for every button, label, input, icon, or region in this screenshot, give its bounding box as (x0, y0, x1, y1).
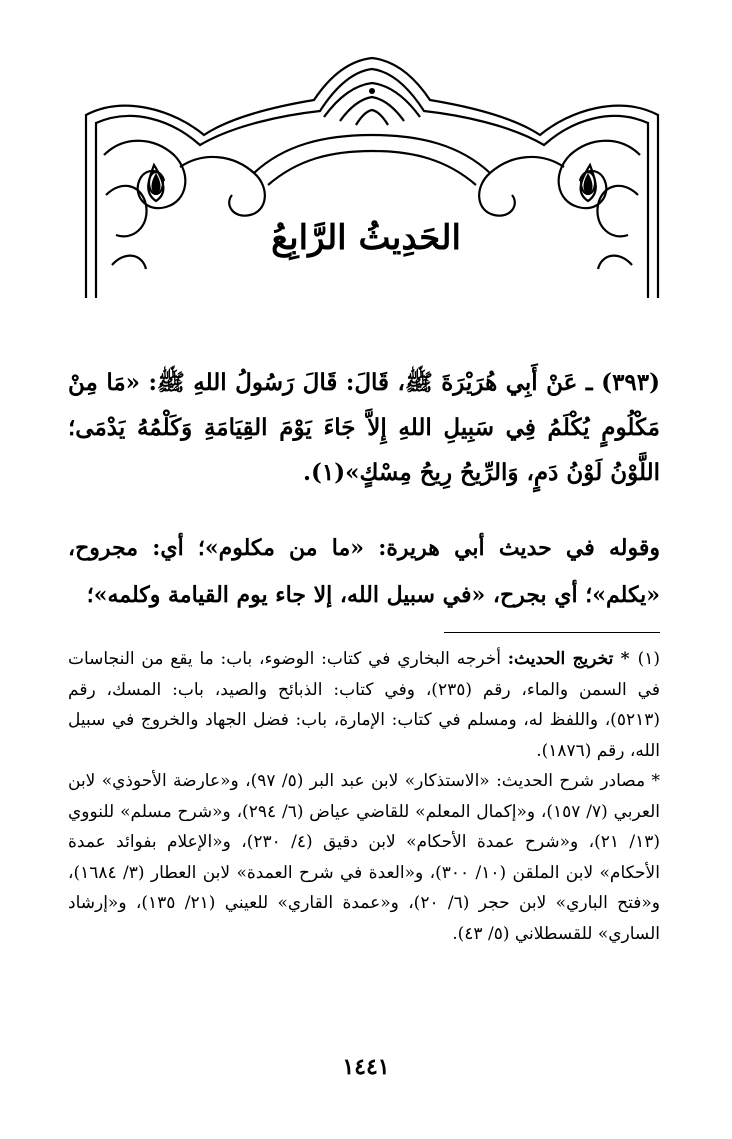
hadith-block (68, 360, 660, 495)
hadith-body: ـ عَنْ أَبِي هُرَيْرَةَ ﷺ، قَالَ: قَالَ رَسُولُ اللهِ ﷺ: «مَا مِنْ مَكْلُومٍ يُكْلَمُ فِي سَبِيلِ اللهِ إِلاَّ جَاءَ يَوْمَ القِيَامَةِ وَكَلْمُهُ يَدْمَى؛ اللَّوْنُ لَوْنُ دَمٍ، وَالرِّيحُ رِيحُ مِسْكٍ»(١). (68, 369, 660, 486)
footnote-1-text: أخرجه البخاري في كتاب: الوضوء، باب: ما يقع من النجاسات في السمن والماء، رقم (٢٣٥)، وفي كتاب: الذبائح والصيد، باب: المسك، رقم (٥٢١٣)، واللفظ له، ومسلم في كتاب: الإمارة، باب: فضل الجهاد والخروج في سبيل الله، رقم (١٨٧٦). (68, 649, 660, 761)
hadith-text (68, 360, 660, 495)
page-number: ١٤٤١ (342, 1054, 390, 1080)
chapter-title: الحَدِيثُ الرَّابِعُ (271, 218, 461, 258)
footnote-1 (68, 644, 660, 766)
footnote-number: (١) (637, 649, 660, 669)
footnote-1-heading: * تخريج الحديث: (507, 649, 630, 669)
footnote-2-text: «الاستذكار» لابن عبد البر (٥/ ٩٧)، و«عارضة الأحوذي» لابن العربي (٧/ ١٥٧)، و«إكمال المعلم» للقاضي عياض (٦/ ٢٩٤)، و«شرح مسلم» للنووي (١٣/ ٢١)، و«شرح عمدة الأحكام» لابن دقيق (٤/ ٢٣٠)، و«الإعلام بفوائد عمدة الأحكام» لابن الملقن (١٠/ ٣٠٠)، و«العدة في شرح العمدة» لابن العطار (٣/ ١٦٨٤)، و«فتح الباري» لابن حجر (٦/ ٢٠)، و«عمدة القاري» للعيني (٢١/ ١٣٥)، و«إرشاد الساري» للقسطلاني (٥/ ٤٣). (68, 771, 661, 944)
commentary-paragraph: وقوله في حديث أبي هريرة: «ما من مكلوم»؛ أي: مجروح، «يكلم»؛ أي بجرح، «في سبيل الله، إلا جاء يوم القيامة وكلمه»؛ (68, 535, 660, 608)
ornamental-header-frame (84, 55, 660, 300)
hadith-number: (٣٩٣) (601, 369, 661, 396)
footnote-2-heading: * مصادر شرح الحديث: (496, 771, 660, 791)
footnotes-section (68, 644, 660, 949)
footnote-divider (444, 632, 660, 633)
footnote-2 (68, 766, 660, 949)
